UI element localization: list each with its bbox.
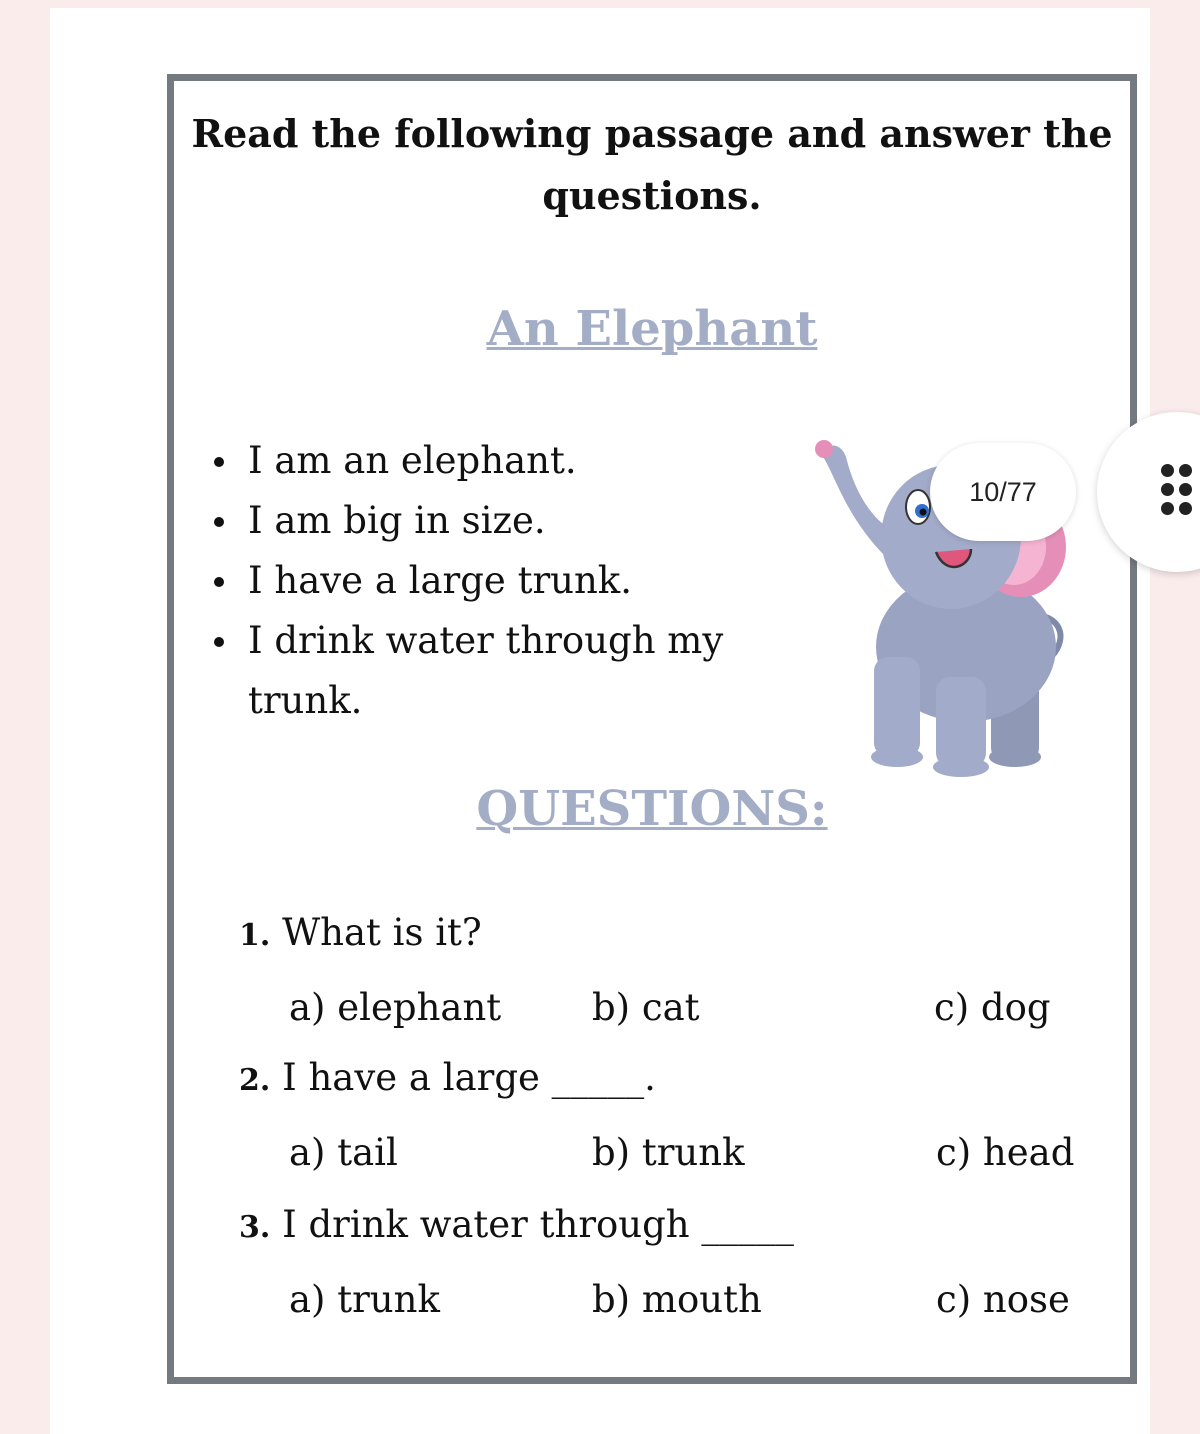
question-text: I have a large _____. <box>282 1056 656 1099</box>
answer-option: b) trunk <box>592 1131 745 1174</box>
page-canvas <box>50 8 1150 1434</box>
drag-dots-icon <box>1157 464 1197 518</box>
question-number: 2. <box>239 1063 271 1098</box>
question-text: I drink water through _____ <box>282 1203 794 1246</box>
bullet-item: I have a large trunk. <box>214 551 774 611</box>
passage-bullets <box>214 431 774 731</box>
question-number: 1. <box>239 918 271 953</box>
bullet-item: I am an elephant. <box>214 431 774 491</box>
passage-title: An Elephant <box>486 301 818 357</box>
question-text: What is it? <box>282 911 482 954</box>
answer-option: a) trunk <box>289 1278 440 1321</box>
answer-option: c) head <box>936 1131 1075 1174</box>
question-number: 3. <box>239 1210 271 1245</box>
answer-option: c) dog <box>934 986 1051 1029</box>
answer-option: b) cat <box>592 986 700 1029</box>
bullet-item: I drink water through my trunk. <box>214 611 774 731</box>
page-counter[interactable]: 10/77 <box>930 443 1076 541</box>
instruction-line-2: questions. <box>542 173 762 218</box>
question-2 <box>239 1056 656 1099</box>
question-1 <box>239 911 482 954</box>
worksheet-frame <box>167 74 1137 1384</box>
questions-title: QUESTIONS: <box>476 781 828 837</box>
answer-option: a) tail <box>289 1131 398 1174</box>
instruction-line-1: Read the following passage and answer the <box>191 111 1113 156</box>
bullet-item: I am big in size. <box>214 491 774 551</box>
answer-option: a) elephant <box>289 986 502 1029</box>
question-3 <box>239 1203 794 1246</box>
answer-option: c) nose <box>936 1278 1070 1321</box>
answer-option: b) mouth <box>592 1278 762 1321</box>
